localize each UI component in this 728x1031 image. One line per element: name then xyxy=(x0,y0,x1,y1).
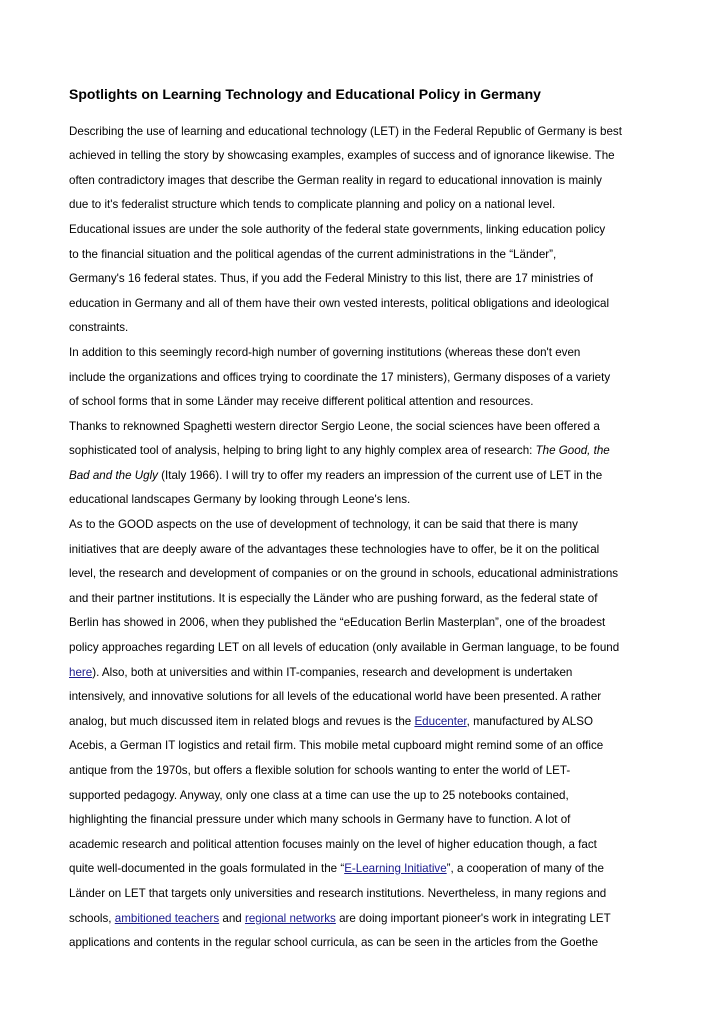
text-line: of school forms that in some Länder may receive different political attention and resources. xyxy=(69,395,534,408)
text-line: include the organizations and offices trying to coordinate the 17 ministers), Germany disposes of a variety xyxy=(69,371,611,384)
text-line: In addition to this seemingly record-high number of governing institutions (whereas these don't even xyxy=(69,346,581,359)
text-line: Länder on LET that targets only universities and research institutions. Nevertheless, in many regions and xyxy=(69,887,607,900)
text-line: As to the GOOD aspects on the use of development of technology, it can be said that there is many xyxy=(69,518,578,531)
text-line: Describing the use of learning and educational technology (LET) in the Federal Republic of Germany is best xyxy=(69,125,622,138)
text-line: analog, but much discussed item in related blogs and revues is the Educenter, manufactured by ALSO xyxy=(69,715,593,728)
text-line: intensively, and innovative solutions for all levels of the educational world have been presented. A rather xyxy=(69,690,602,703)
ambitioned-teachers-link[interactable]: ambitioned teachers xyxy=(114,912,220,925)
text-line: Bad and the Ugly (Italy 1966). I will try to offer my readers an impression of the current use of LET in the xyxy=(69,469,603,482)
text-line: highlighting the financial pressure under which many schools in Germany have to function. A lot of xyxy=(69,813,571,826)
text-line: due to it's federalist structure which tends to complicate planning and policy on a national level. xyxy=(69,198,556,211)
text-line: constraints. xyxy=(69,321,129,334)
document-title: Spotlights on Learning Technology and Educational Policy in Germany xyxy=(69,86,541,102)
text-line: Thanks to reknowned Spaghetti western director Sergio Leone, the social sciences have been offered a xyxy=(69,420,600,433)
text-line: schools, ambitioned teachers and regional networks are doing important pioneer's work in integrating LET xyxy=(69,912,611,925)
text-line: applications and contents in the regular school curricula, as can be seen in the articles from the Goethe xyxy=(69,936,599,949)
educenter-link[interactable]: Educenter xyxy=(414,715,467,728)
e-learning-initiative-link[interactable]: E-Learning Initiative xyxy=(344,862,447,875)
text-line: academic research and political attention focuses mainly on the level of higher education though, a fact xyxy=(69,838,597,851)
text-line: Germany's 16 federal states. Thus, if you add the Federal Ministry to this list, there are 17 ministries of xyxy=(69,272,593,285)
text-line: supported pedagogy. Anyway, only one class at a time can use the up to 25 notebooks contained, xyxy=(69,789,569,802)
text-line: achieved in telling the story by showcasing examples, examples of success and of ignorance likewise. The xyxy=(69,149,615,162)
here-link[interactable]: here xyxy=(69,666,93,679)
text-line: level, the research and development of companies or on the ground in schools, educational administrations xyxy=(69,567,619,580)
text-line: here). Also, both at universities and within IT-companies, research and development is undertaken xyxy=(69,666,573,679)
regional-networks-link[interactable]: regional networks xyxy=(244,912,336,925)
text-line: and their partner institutions. It is especially the Länder who are pushing forward, as the federal state of xyxy=(69,592,598,605)
text-line: education in Germany and all of them have their own vested interests, political obligations and ideological xyxy=(69,297,610,310)
text-line: quite well-documented in the goals formulated in the “E-Learning Initiative”, a cooperation of many of the xyxy=(69,862,604,875)
text-line: policy approaches regarding LET on all levels of education (only available in German language, to be found xyxy=(69,641,620,654)
text-line: educational landscapes Germany by looking through Leone's lens. xyxy=(69,493,411,506)
text-line: antique from the 1970s, but offers a flexible solution for schools wanting to enter the world of LET- xyxy=(69,764,571,777)
text-line: Berlin has showed in 2006, when they published the “eEducation Berlin Masterplan”, one of the broadest xyxy=(69,616,606,629)
text-line: often contradictory images that describe the German reality in regard to educational innovation is mainly xyxy=(69,174,602,187)
film-title-italic: The Good, the xyxy=(535,444,610,457)
text-line: Acebis, a German IT logistics and retail firm. This mobile metal cupboard might remind some of an office xyxy=(69,739,604,752)
text-line: sophisticated tool of analysis, helping to bring light to any highly complex area of research: The Good, the xyxy=(69,444,610,457)
text-line: Educational issues are under the sole authority of the federal state governments, linking education policy xyxy=(69,223,606,236)
text-line: initiatives that are deeply aware of the advantages these technologies have to offer, be it on the political xyxy=(69,543,600,556)
text-line: to the financial situation and the political agendas of the current administrations in the “Länder”, xyxy=(69,248,557,261)
film-title-italic: Bad and the Ugly xyxy=(69,469,158,482)
